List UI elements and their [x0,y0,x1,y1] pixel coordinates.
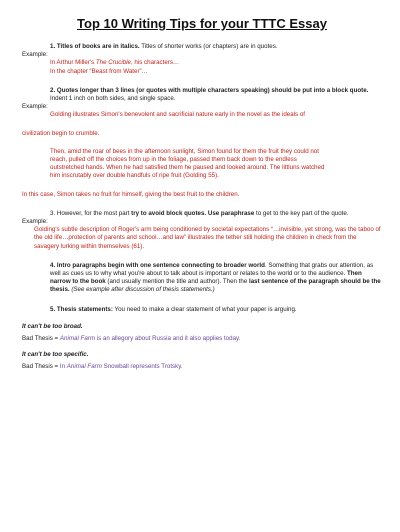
too-broad-heading: It can't be too broad. [22,322,83,330]
thesis-too-specific [22,351,382,371]
tip-2-block-quote: Then, amid the roar of bees in the afternoon sunlight, Simon found for them the fruit they could not reach, pulled off the choices from up in the foliage, passed them back down to the endless outstretched hands. When he had satisfied them he paused and looked around. The littluns watched him inscrutably over double handfuls of ripe fruit (Golding 55). [50,147,325,180]
tip-1-example-1: In Arthur Miller's The Crucible, his characters… [50,59,180,67]
page-title: Top 10 Writing Tips for your TTTC Essay [77,16,327,31]
tip-2-intro-line-2: civilization begin to crumble. [22,129,100,137]
too-specific-example: Bad Thesis = In Animal Farm Snowball represents Trotsky. [22,363,183,371]
tip-3-example: Golding's subtle description of Roger's arm being conditioned by societal expectations “…invisible, yet strong, was the taboo of the old life…protection of parents and school…and law” illustrates the tether still holding the children in check from the savagery lurking within themselves (61). [34,226,381,250]
tip-2-after: In this case, Simon takes no fruit for himself, giving the best fruit to the children. [22,190,240,198]
tip-2-example-label: Example: [22,103,48,111]
too-broad-example: Bad Thesis = Animal Farm is an allegory about Russia and it also applies today. [22,335,241,343]
tip-2-lead: 2. Quotes longer than 3 lines (or quotes with multiple characters speaking) should be put into a block quote. [50,86,369,94]
thesis-too-broad [22,323,382,343]
document-page [0,16,400,532]
tip-5: 5. Thesis statements: You need to make a clear statement of what your paper is arguing. [50,305,297,313]
tip-1 [22,43,382,76]
tip-2 [22,87,382,199]
tip-1-lead: 1. Titles of books are in italics. [50,43,140,50]
too-specific-heading: It can't be too specific. [22,351,89,359]
tip-1-example-label: Example: [22,51,48,59]
tip-1-example-2: In the chapter “Beast from Water”… [50,67,148,75]
tip-4: 4. Intro paragraphs begin with one sentence connecting to broader world. Something that grabs our attention, as well as cues us to why what you're about to talk about is important or relates to the world or to the audience. Then narrow to the book (and usually mention the title and author). Then the last sentence of the paragraph should be the thesis. (See example after discussion of thesis statements.) [50,261,381,294]
tip-3: 3. However, for the most part try to avoid block quotes. Use paraphrase to get to the key part of the quote. Example: Golding's subtle description of Roger's arm being conditioned by societal expectations “…invisible, yet strong, was the taboo of the old life…protection of parents and school…and law” illustrates the tether still holding the children in check from the savagery lurking within themselves (61). [22,209,381,250]
tip-2-rest: Indent 1 inch on both sides, and single space. [50,95,176,103]
tip-2-intro-line-1: Golding illustrates Simon's benevolent and sacrificial nature early in the novel as the ideals of [50,111,306,119]
tip-1-rest: Titles of shorter works (or chapters) are in quotes. [139,43,278,50]
tip-3-example-label: Example: [22,218,48,226]
